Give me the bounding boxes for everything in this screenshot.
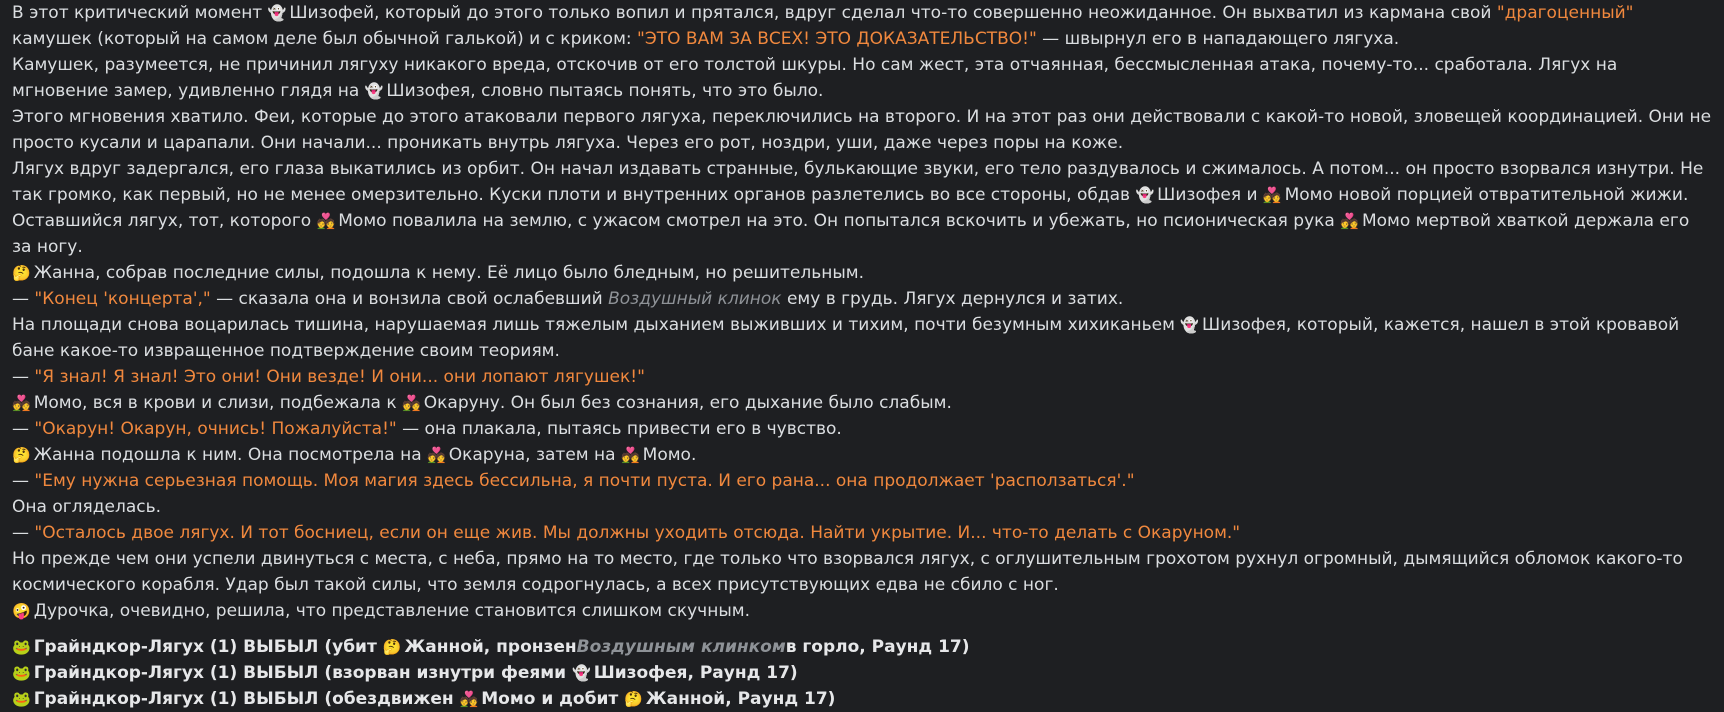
couple-icon: 💑 bbox=[427, 446, 446, 464]
weapon-name: Воздушным клинком bbox=[576, 637, 786, 657]
message-line: — "Конец 'концерта'," — сказала она и вонзила свой ослабевший Воздушный клинок ему в грудь. Лягух дернулся и затих. bbox=[12, 289, 1124, 309]
message-line bbox=[12, 260, 1712, 286]
message-line: Этого мгновения хватило. Феи, которые до этого атаковали первого лягуха, переключились на второго. И на этот раз они действовали с какой-то новой, зловещей координацией. Они не просто кусали и царапали. Они начали... проникать внутрь лягуха. Через его рот, ноздри, уши, даже через поры на коже. bbox=[12, 107, 1712, 153]
couple-icon: 💑 bbox=[12, 394, 31, 412]
spacer bbox=[12, 624, 1712, 634]
frog-icon: 🐸 bbox=[12, 690, 31, 708]
couple-icon: 💑 bbox=[620, 446, 640, 464]
quote-text: "Конец 'концерта'," bbox=[34, 289, 211, 309]
text: — швырнул его в нападающего лягуха. bbox=[1036, 29, 1400, 49]
thinking-face-icon: 🤔 bbox=[12, 264, 31, 282]
text: Шизофей, который до этого только вопил и прятался, вдруг сделал что-то совершенно неожиданное. Он выхватил из кармана свой bbox=[289, 3, 1497, 23]
ghost-icon: 👻 bbox=[1180, 316, 1200, 334]
status-line: 🐸 Грайндкор-Лягух (1) ВЫБЫЛ (обездвижен 💑 Момо и добит 🤔 Жанной, Раунд 17) bbox=[12, 686, 1712, 712]
ghost-icon: 👻 bbox=[364, 82, 384, 100]
message-line: — "Ему нужна серьезная помощь. Моя магия здесь бессильна, я почти пуста. И его рана... она продолжает 'расползаться'." bbox=[12, 471, 1135, 491]
message-line: — "Окарун! Окарун, очнись! Пожалуйста!" — она плакала, пытаясь привести его в чувство. bbox=[12, 419, 842, 439]
ghost-icon: 👻 bbox=[1135, 186, 1155, 204]
thinking-face-icon: 🤔 bbox=[624, 690, 643, 708]
message-line bbox=[12, 156, 1712, 208]
message-line: На площади снова воцарилась тишина, нарушаемая лишь тяжелым дыханием выживших и тихим, почти безумным хихиканьем 👻 Шизофея, который, кажется, нашел в этой кровавой бане какое-то извращенное подтверждение своим теориям. bbox=[12, 312, 1712, 364]
text: Момо новой порцией отвратительной жижи. bbox=[1284, 185, 1689, 205]
message-line: Она огляделась. bbox=[12, 497, 162, 517]
message-line: 💑 Момо, вся в крови и слизи, подбежала к 💑 Окаруну. Он был без сознания, его дыхание было слабым. bbox=[12, 390, 1712, 416]
text: Шизофея, словно пытаясь понять, что это было. bbox=[386, 81, 824, 101]
weapon-name: Воздушный клинок bbox=[608, 289, 782, 309]
quote-text: "Осталось двое лягух. И тот босниец, если он еще жив. Мы должны уходить отсюда. Найти укрытие. И... что-то делать с Окаруном." bbox=[34, 523, 1241, 543]
message-line bbox=[12, 52, 1712, 104]
text: В этот критический момент bbox=[12, 3, 268, 23]
thinking-face-icon: 🤔 bbox=[382, 638, 402, 656]
text: Лягух вдруг задергался, его глаза выкатились из орбит. Он начал издавать странные, булькающие звуки, его тело раздувалось и сжималось. А потом... он просто взорвался изнутри. Не так громко, как первый, но не менее омерзительно. Куски плоти и внутренних органов разлетелись во все стороны, обдав bbox=[12, 159, 1704, 205]
message-line bbox=[12, 0, 1712, 52]
text: Камушек, разумеется, не причинил лягуху никакого вреда, отскочив от его толстой шкуры. Но сам жест, эта отчаянная, бессмысленная атака, почему-то... сработала. Лягух на мгновение замер, удивленно глядя на bbox=[12, 55, 1618, 101]
message-line: 🤔 Жанна подошла к ним. Она посмотрела на 💑 Окаруна, затем на 💑 Момо. bbox=[12, 442, 1712, 468]
text: камушек (который на самом деле был обычной галькой) и с криком: bbox=[12, 29, 638, 49]
status-line: 🐸 Грайндкор-Лягух (1) ВЫБЫЛ (убит 🤔 Жанной, пронзенВоздушным клинкомв горло, Раунд 17) bbox=[12, 634, 1712, 660]
message-line: 🤪 Дурочка, очевидно, решила, что представление становится слишком скучным. bbox=[12, 598, 1712, 624]
text: Момо мертвой хваткой держала его за ногу. bbox=[12, 211, 1690, 257]
couple-icon: 💑 bbox=[459, 690, 479, 708]
thinking-face-icon: 🤔 bbox=[12, 446, 31, 464]
text: Жанна, собрав последние силы, подошла к нему. Её лицо было бледным, но решительным. bbox=[33, 263, 865, 283]
quote-text: "ЭТО ВАМ ЗА ВСЕХ! ЭТО ДОКАЗАТЕЛЬСТВО!" bbox=[637, 29, 1037, 49]
couple-icon: 💑 bbox=[1262, 186, 1282, 204]
quote-text: "драгоценный" bbox=[1496, 3, 1634, 23]
chat-log bbox=[12, 0, 1712, 712]
frog-icon: 🐸 bbox=[12, 638, 31, 656]
message-line bbox=[12, 208, 1712, 260]
text: Шизофея и bbox=[1157, 185, 1263, 205]
message-line: — "Осталось двое лягух. И тот босниец, если он еще жив. Мы должны уходить отсюда. Найти укрытие. И... что-то делать с Окаруном." bbox=[12, 523, 1241, 543]
ghost-icon: 👻 bbox=[267, 4, 287, 22]
message-line: — "Я знал! Я знал! Это они! Они везде! И они... они лопают лягушек!" bbox=[12, 367, 645, 387]
message-line: Но прежде чем они успели двинуться с места, с неба, прямо на то место, где только что взорвался лягух, с оглушительным грохотом рухнул огромный, дымящийся обломок какого-то космического корабля. Удар был такой силы, что земля содрогнулась, а всех присутствующих едва не сбило с ног. bbox=[12, 549, 1683, 595]
status-line: 🐸 Грайндкор-Лягух (1) ВЫБЫЛ (взорван изнутри феями 👻 Шизофея, Раунд 17) bbox=[12, 660, 1712, 686]
couple-icon: 💑 bbox=[316, 212, 336, 230]
couple-icon: 💑 bbox=[1340, 212, 1359, 230]
quote-text: "Ему нужна серьезная помощь. Моя магия здесь бессильна, я почти пуста. И его рана... она продолжает 'расползаться'." bbox=[34, 471, 1135, 491]
quote-text: "Окарун! Окарун, очнись! Пожалуйста!" bbox=[34, 419, 397, 439]
couple-icon: 💑 bbox=[402, 394, 421, 412]
text: Оставшийся лягух, тот, которого bbox=[12, 211, 317, 231]
frog-icon: 🐸 bbox=[12, 664, 31, 682]
crazy-face-icon: 🤪 bbox=[12, 602, 31, 620]
quote-text: "Я знал! Я знал! Это они! Они везде! И они... они лопают лягушек!" bbox=[34, 367, 645, 387]
text: Момо повалила на землю, с ужасом смотрел на это. Он попытался вскочить и убежать, но псионическая рука bbox=[338, 211, 1341, 231]
ghost-icon: 👻 bbox=[572, 664, 591, 682]
